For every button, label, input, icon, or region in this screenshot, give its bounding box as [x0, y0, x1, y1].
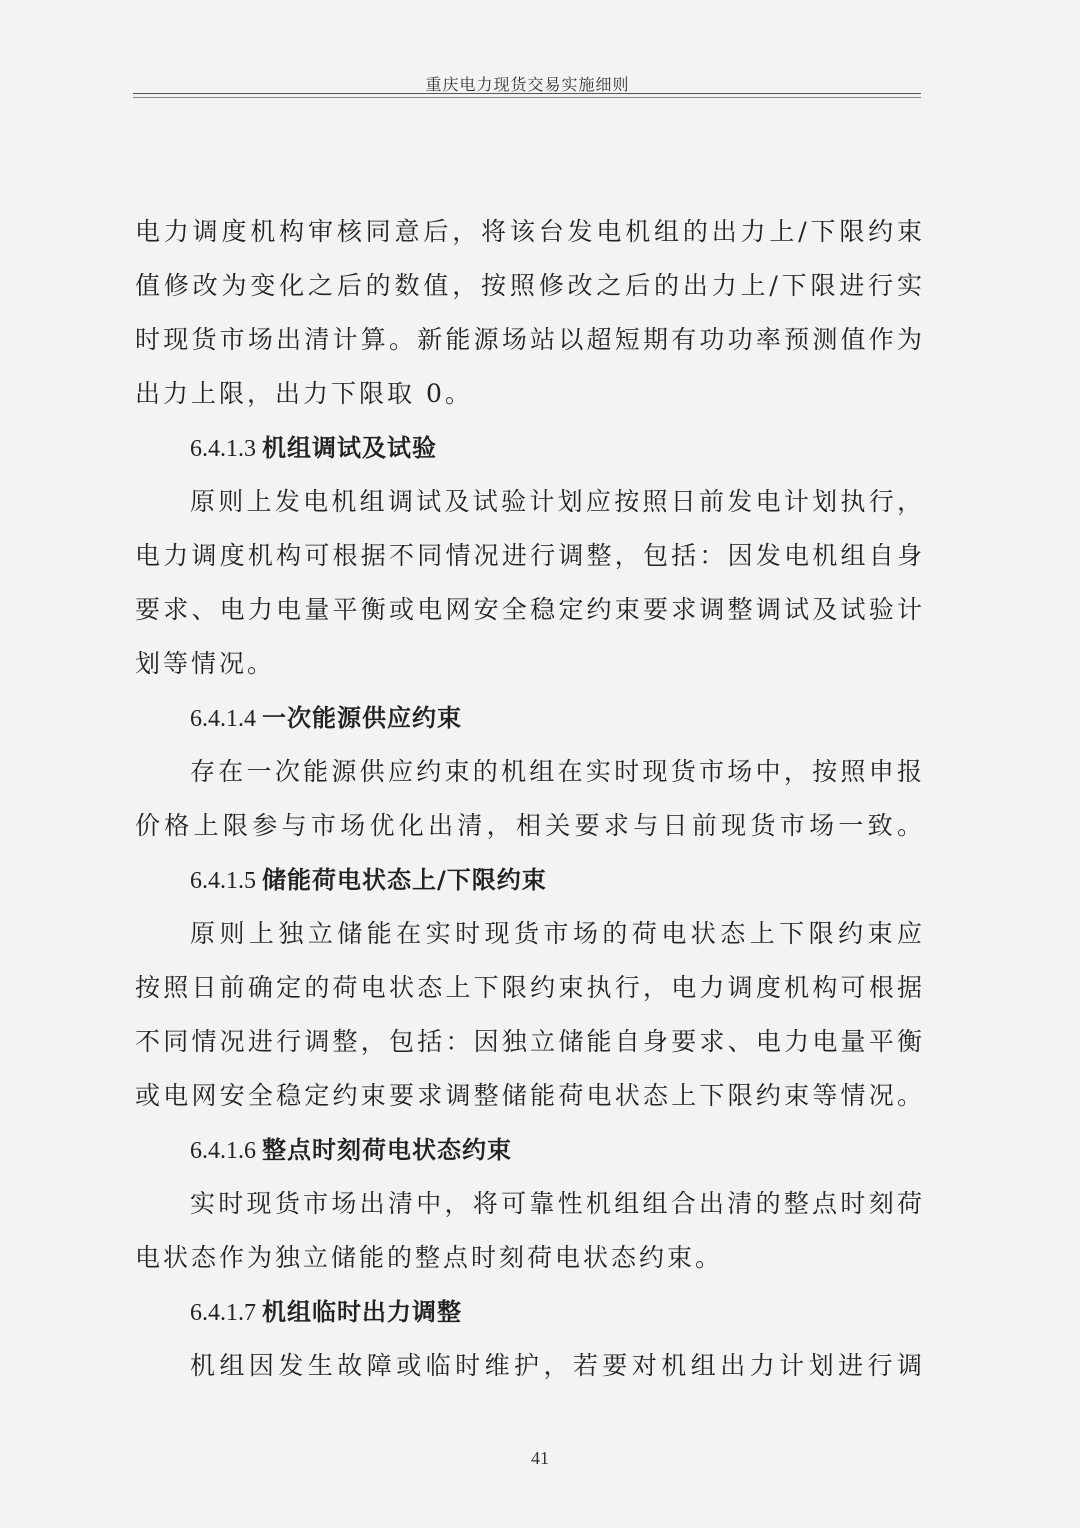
section-title: 整点时刻荷电状态约束 — [262, 1136, 512, 1164]
section-number: 6.4.1.3 — [190, 436, 256, 462]
header-rule-thin — [133, 97, 921, 98]
paragraph-line: 要求、电力电量平衡或电网安全稳定约束要求调整调试及试验计 — [135, 595, 922, 624]
paragraph-line: 电力调度机构可根据不同情况进行调整，包括：因发电机组自身 — [135, 541, 922, 570]
paragraph-line: 不同情况进行调整，包括：因独立储能自身要求、电力电量平衡 — [135, 1027, 922, 1056]
paragraph-line: 实时现货市场出清中，将可靠性机组组合出清的整点时刻荷 — [190, 1189, 922, 1218]
paragraph-line: 出力上限，出力下限取 0。 — [135, 379, 473, 408]
paragraph-line: 机组因发生故障或临时维护，若要对机组出力计划进行调 — [190, 1351, 922, 1380]
page-number: 41 — [531, 1448, 549, 1468]
section-title: 机组临时出力调整 — [262, 1298, 462, 1326]
running-header: 重庆电力现货交易实施细则 — [425, 75, 630, 94]
section-number: 6.4.1.4 — [190, 706, 256, 732]
paragraph-line: 存在一次能源供应约束的机组在实时现货市场中，按照申报 — [190, 757, 922, 786]
section-heading-6-4-1-3 — [135, 421, 922, 475]
section-title: 一次能源供应约束 — [262, 704, 462, 732]
paragraph-line: 或电网安全稳定约束要求调整储能荷电状态上下限约束等情况。 — [135, 1081, 922, 1110]
paragraph-line: 按照日前确定的荷电状态上下限约束执行，电力调度机构可根据 — [135, 973, 922, 1002]
paragraph-line: 价格上限参与市场优化出清，相关要求与日前现货市场一致。 — [135, 811, 922, 840]
section-heading-6-4-1-4 — [135, 691, 922, 745]
section-title: 机组调试及试验 — [262, 434, 437, 462]
paragraph-line: 电力调度机构审核同意后，将该台发电机组的出力上/下限约束 — [135, 217, 922, 246]
body-text — [135, 205, 922, 1393]
section-title: 储能荷电状态上/下限约束 — [262, 866, 547, 894]
section-heading-6-4-1-5 — [135, 853, 922, 907]
section-number: 6.4.1.5 — [190, 868, 256, 894]
paragraph-line: 时现货市场出清计算。新能源场站以超短期有功功率预测值作为 — [135, 325, 922, 354]
section-number: 6.4.1.7 — [190, 1300, 256, 1326]
paragraph-line: 原则上发电机组调试及试验计划应按照日前发电计划执行， — [190, 487, 922, 516]
paragraph-line: 值修改为变化之后的数值，按照修改之后的出力上/下限进行实 — [135, 271, 922, 300]
section-heading-6-4-1-7 — [135, 1285, 922, 1339]
header-rule — [133, 93, 921, 94]
paragraph-line: 划等情况。 — [135, 649, 276, 678]
paragraph-line: 原则上独立储能在实时现货市场的荷电状态上下限约束应 — [190, 919, 922, 948]
paragraph-line: 电状态作为独立储能的整点时刻荷电状态约束。 — [135, 1243, 724, 1272]
section-number: 6.4.1.6 — [190, 1138, 256, 1164]
section-heading-6-4-1-6 — [135, 1123, 922, 1177]
